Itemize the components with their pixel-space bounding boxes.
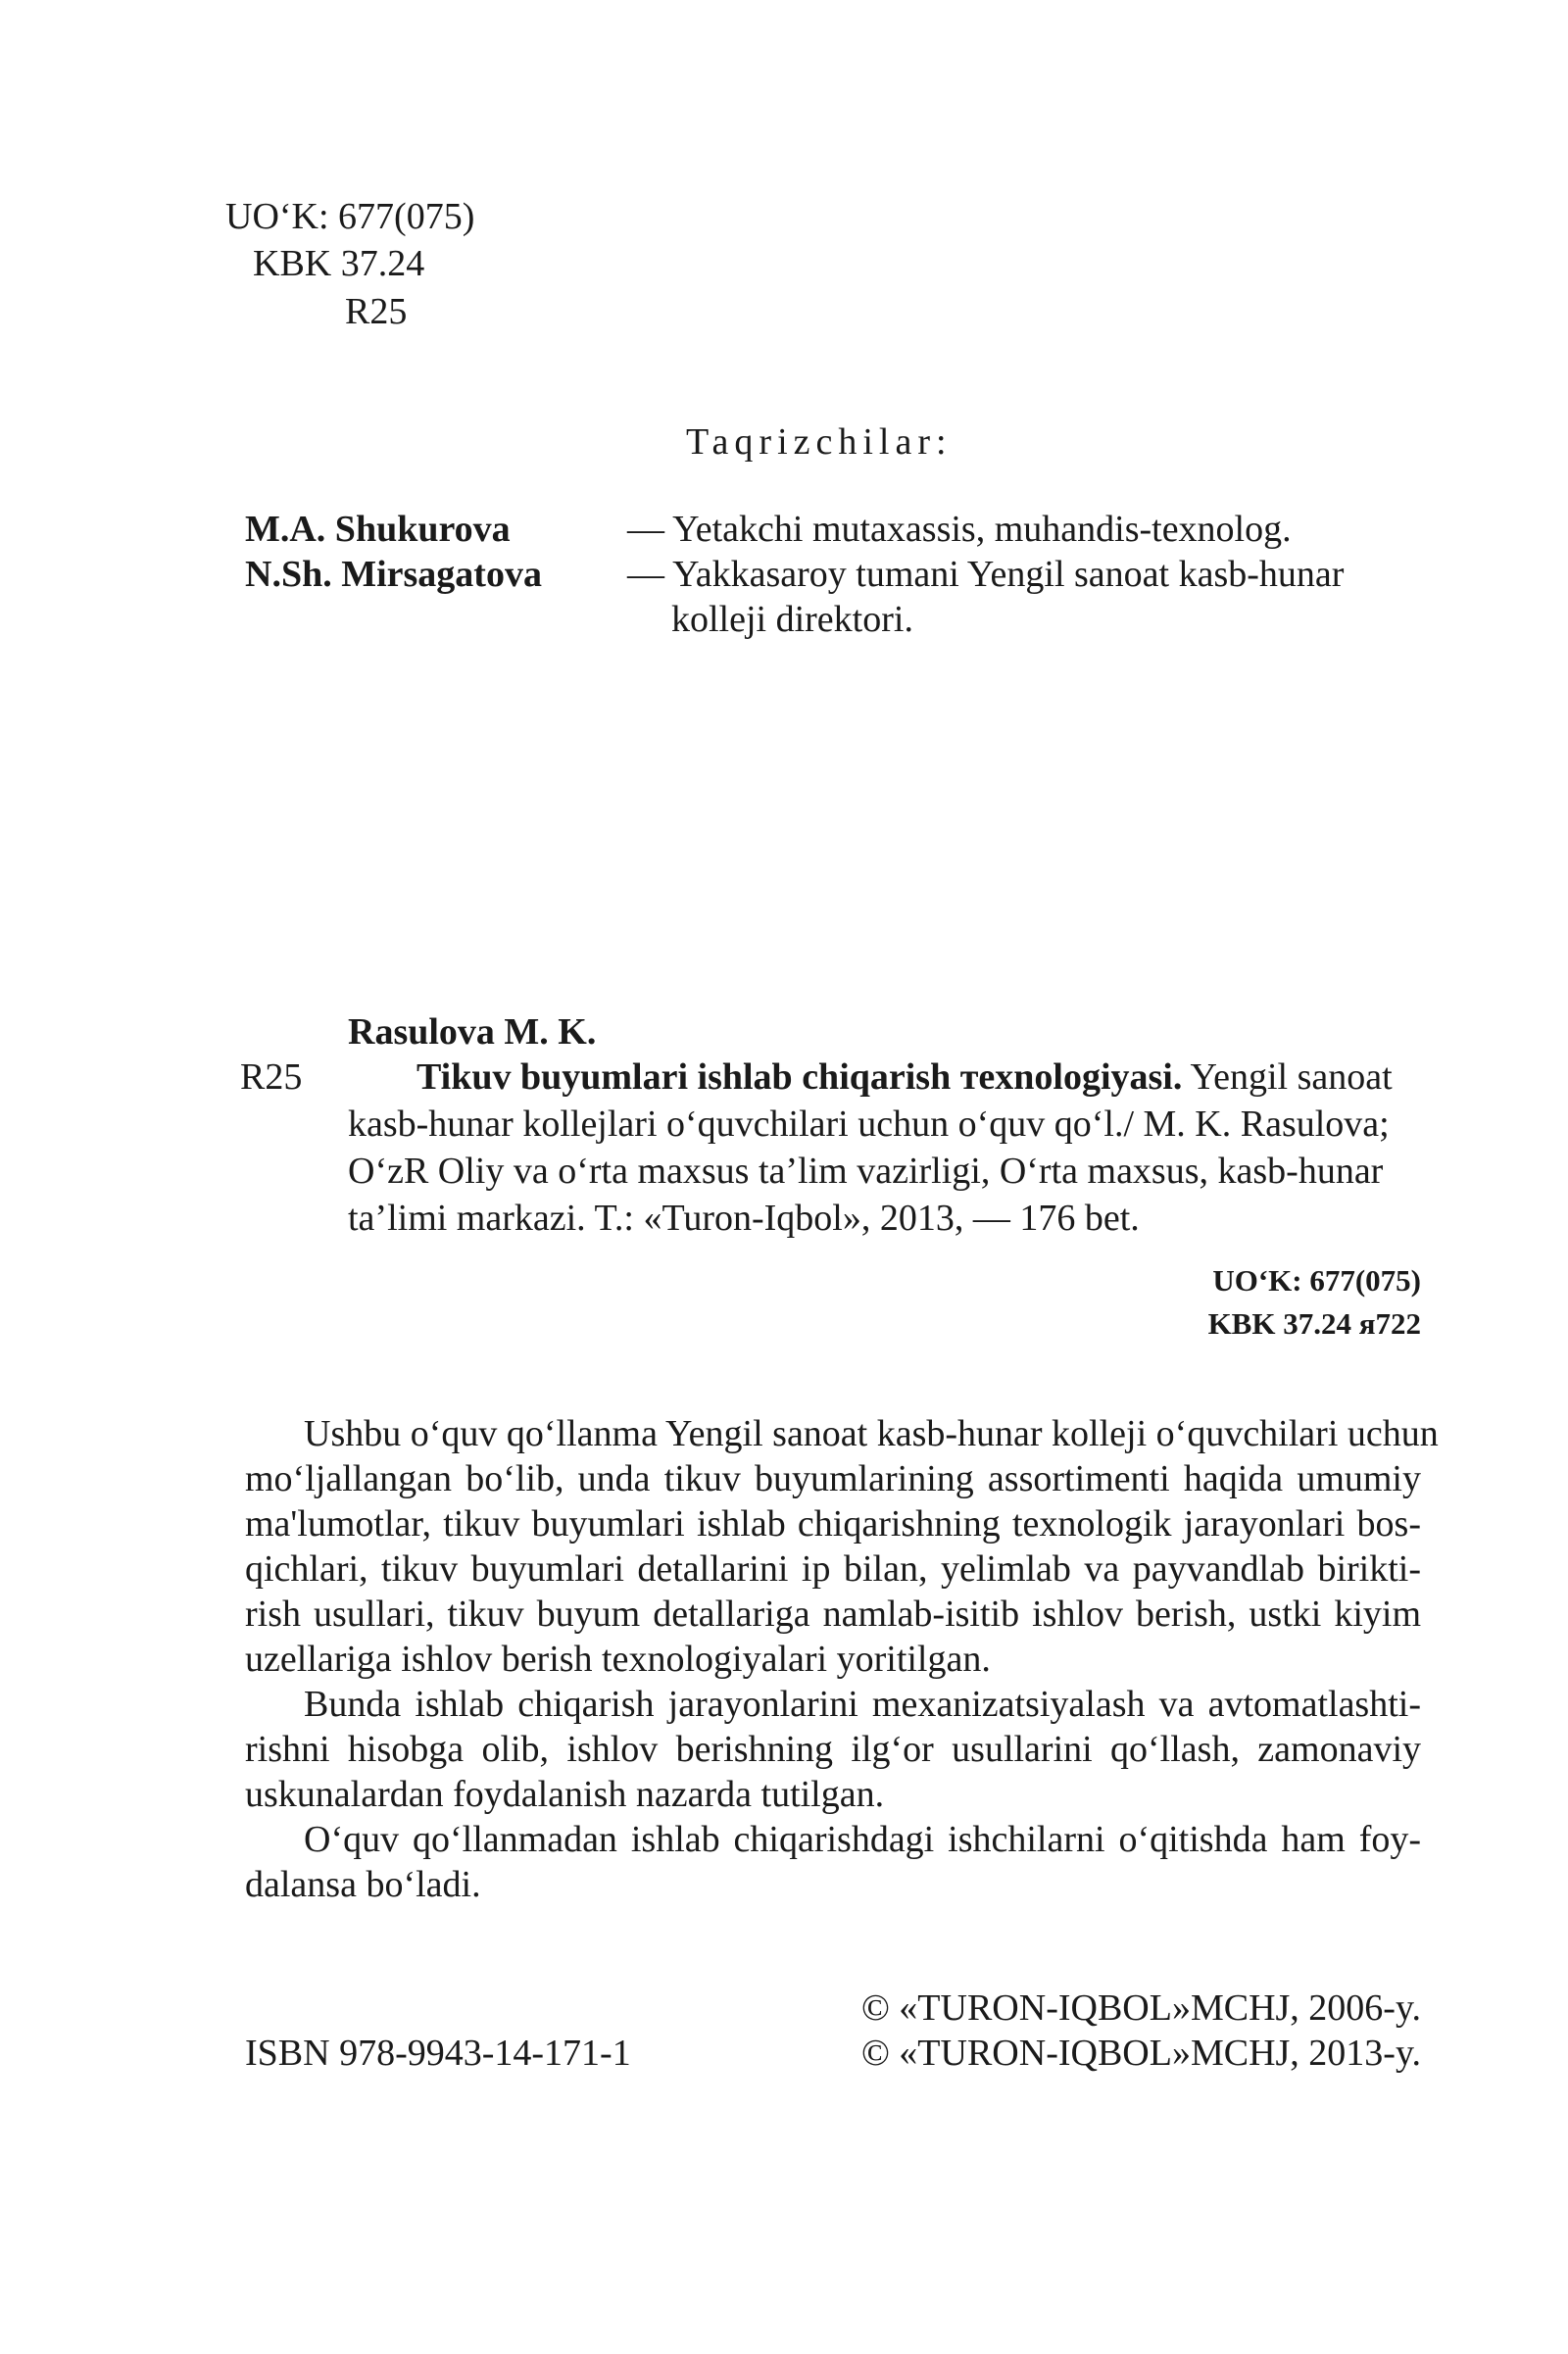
reviewer-description-cont: kolleji direktori. xyxy=(671,599,913,640)
abstract-line: dalansa bo‘ladi. xyxy=(245,1864,481,1905)
reviewer-name: N.Sh. Mirsagatova xyxy=(245,554,542,595)
catalog-line xyxy=(348,1054,1426,1102)
reviewer-description: — Yetakchi mutaxassis, muhandis-texnolog. xyxy=(627,509,1292,550)
catalog-line: kasb-hunar kollejlari o‘quvchilari uchun o‘quv qo‘l./ M. K. Rasulova; xyxy=(348,1103,1390,1145)
abstract-line: rishni hisobga olib, ishlov berishning ilg‘or usullarini qo‘llash, zamonaviy xyxy=(245,1729,1421,1770)
abstract-line: uskunalardan foydalanish nazarda tutilgan. xyxy=(245,1774,885,1815)
copyright-line: © «TURON-IQBOL»MCHJ, 2006-y. xyxy=(860,1987,1421,2029)
catalog-bbk: KBK 37.24 я722 xyxy=(1207,1306,1421,1341)
isbn: ISBN 978-9943-14-171-1 xyxy=(245,2033,631,2074)
catalog-line-rest: Yengil sanoat xyxy=(1182,1056,1393,1098)
catalog-line: ta’limi markazi. T.: «Turon-Iqbol», 2013, — 176 bet. xyxy=(348,1198,1140,1239)
author-code: R25 xyxy=(345,291,408,332)
catalog-code: R25 xyxy=(240,1056,303,1098)
abstract-line: uzellariga ishlov berish texnologiyalari yoritilgan. xyxy=(245,1639,991,1680)
udk-code: UO‘K: 677(075) xyxy=(225,196,475,237)
reviewer-description: — Yakkasaroy tumani Yengil sanoat kasb-hunar xyxy=(627,554,1345,595)
bbk-code: KBK 37.24 xyxy=(253,243,425,284)
reviewers-title: Taqrizchilar: xyxy=(686,421,953,463)
catalog-line: O‘zR Oliy va o‘rta maxsus ta’lim vazirligi, O‘rta maxsus, kasb-hunar xyxy=(348,1151,1384,1192)
abstract-line: O‘quv qo‘llanmadan ishlab chiqarishdagi ishchilarni o‘qitishda ham foy- xyxy=(304,1819,1421,1860)
abstract-line: Ushbu o‘quv qo‘llanma Yengil sanoat kasb-hunar kolleji o‘quvchilari uchun xyxy=(304,1413,1439,1454)
catalog-author: Rasulova M. K. xyxy=(348,1011,597,1053)
abstract xyxy=(245,1411,1439,1907)
catalog-description xyxy=(348,1054,1426,1243)
catalog-book-title: Tikuv buyumlari ishlab chiqarish тexnologiyasi. xyxy=(416,1056,1183,1098)
abstract-line: rish usullari, tikuv buyum detallariga namlab-isitib ishlov berish, ustki kiyim xyxy=(245,1594,1421,1635)
reviewer-name: M.A. Shukurova xyxy=(245,509,511,550)
abstract-line: Bunda ishlab chiqarish jarayonlarini mexanizatsiyalash va avtomatlashti- xyxy=(304,1684,1421,1725)
copyright-line: © «TURON-IQBOL»MCHJ, 2013-y. xyxy=(860,2033,1421,2074)
catalog-udk: UO‘K: 677(075) xyxy=(1212,1263,1421,1298)
abstract-line: qichlari, tikuv buyumlari detallarini ip bilan, yelimlab va payvandlab birikti- xyxy=(245,1548,1421,1590)
abstract-line: ma'lumotlar, tikuv buyumlari ishlab chiqarishning texnologik jarayonlari bos- xyxy=(245,1503,1421,1545)
abstract-line: mo‘ljallangan bo‘lib, unda tikuv buyumlarining assortimenti haqida umumiy xyxy=(245,1458,1421,1499)
